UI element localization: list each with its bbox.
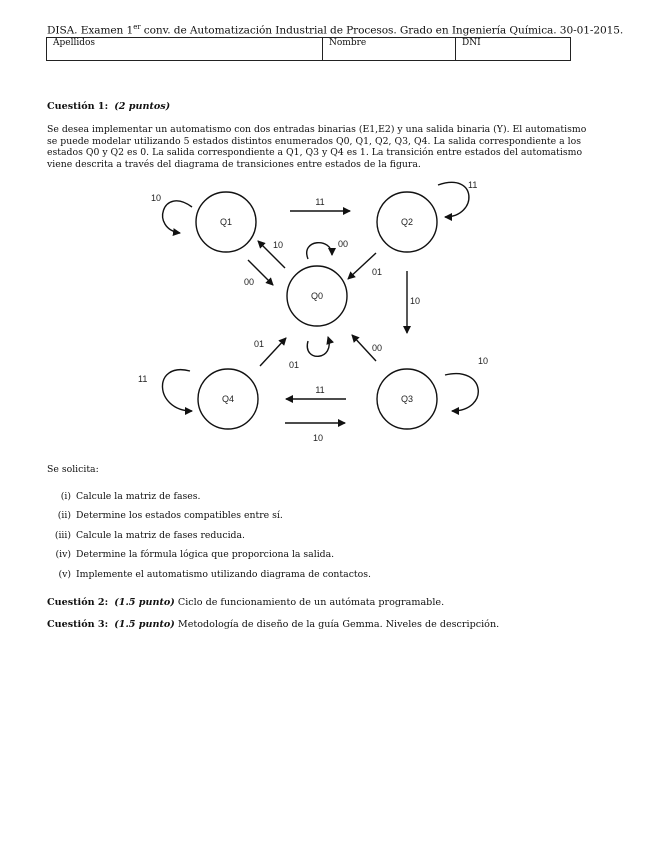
self-loop-q4 bbox=[162, 370, 192, 411]
label-q0-self-top: 00 bbox=[338, 239, 349, 249]
question2 bbox=[47, 597, 444, 608]
header-ordinal: er bbox=[133, 23, 141, 31]
question3-points: (1.5 punto) bbox=[114, 619, 175, 630]
label-q2-self: 11 bbox=[468, 180, 478, 190]
dni-field[interactable] bbox=[456, 38, 570, 60]
question3 bbox=[47, 619, 499, 630]
apellidos-field[interactable] bbox=[47, 38, 323, 60]
question1-line: estados Q0 y Q2 es 0. La salida correspondiente a Q1, Q3 y Q4 es 1. La transición entre estados del automatismo bbox=[47, 147, 583, 159]
question1-line: Se desea implementar un automatismo con dos entradas binarias (E1,E2) y una salida binaria (Y). El automatismo bbox=[47, 124, 587, 135]
label-q3-to-q0: 00 bbox=[372, 343, 383, 353]
question1-body bbox=[47, 124, 587, 170]
student-id-table bbox=[46, 37, 571, 61]
question2-points: (1.5 punto) bbox=[114, 597, 175, 608]
label-q0-self-bottom: 01 bbox=[289, 360, 300, 370]
state-transition-diagram bbox=[140, 175, 500, 450]
task-text: Implemente el automatismo utilizando diagrama de contactos. bbox=[76, 568, 371, 580]
question3-label: Cuestión 3: bbox=[47, 619, 109, 630]
question1-line: viene descrita a través del diagrama de transiciones entre estados de la figura. bbox=[47, 158, 421, 170]
self-loop-q3 bbox=[445, 374, 478, 411]
task-text: Calcule la matriz de fases reducida. bbox=[76, 529, 245, 541]
task-text: Determine la fórmula lógica que proporciona la salida. bbox=[76, 549, 335, 561]
solicita-text: Se solicita: bbox=[47, 464, 99, 475]
question1-title bbox=[47, 101, 170, 112]
nombre-label: Nombre bbox=[329, 38, 367, 48]
label-q1-self: 10 bbox=[151, 193, 162, 203]
label-q1-to-q2: 11 bbox=[315, 197, 325, 207]
label-q2-to-q0: 01 bbox=[372, 267, 383, 277]
task-text: Calcule la matriz de fases. bbox=[76, 491, 201, 502]
state-q1-label: Q1 bbox=[219, 217, 233, 227]
task-text: Determine los estados compatibles entre sí. bbox=[76, 510, 283, 522]
label-q1-to-q0: 00 bbox=[244, 277, 255, 287]
task-number: (i) bbox=[60, 491, 71, 502]
label-q4-to-q0: 01 bbox=[254, 339, 265, 349]
nombre-field[interactable] bbox=[323, 38, 456, 60]
label-q3-self: 10 bbox=[478, 356, 489, 366]
task-number: (v) bbox=[58, 568, 71, 580]
task-number: (iv) bbox=[55, 549, 71, 561]
state-q0-label: Q0 bbox=[310, 291, 324, 301]
header-text-end: conv. de Automatización Industrial de Procesos. Grado en Ingeniería Química. 30-01-2015. bbox=[140, 24, 624, 37]
label-q0-to-q1: 10 bbox=[273, 240, 284, 250]
question1-label: Cuestión 1: bbox=[47, 101, 109, 112]
label-q3-to-q4: 11 bbox=[315, 385, 325, 395]
self-loop-q2 bbox=[438, 182, 469, 217]
state-q2-label: Q2 bbox=[400, 217, 414, 227]
dni-label: DNI bbox=[462, 38, 481, 48]
label-q2-to-q3: 10 bbox=[410, 296, 421, 306]
task-number: (ii) bbox=[57, 510, 71, 522]
question1-line: se puede modelar utilizando 5 estados distintos enumerados Q0, Q1, Q2, Q3, Q4. La salida correspondiente a los bbox=[47, 135, 581, 147]
label-q4-to-q3: 10 bbox=[312, 433, 324, 443]
question1-points: (2 puntos) bbox=[114, 101, 171, 112]
question2-text: Ciclo de funcionamiento de un autómata programable. bbox=[174, 597, 445, 608]
header-text-start: DISA. Examen 1 bbox=[47, 24, 134, 37]
label-q4-self: 11 bbox=[138, 374, 148, 384]
exam-header bbox=[47, 23, 623, 37]
self-loop-q0-bottom bbox=[307, 337, 329, 356]
question3-text: Metodología de diseño de la guía Gemma. Niveles de descripción. bbox=[174, 619, 500, 630]
state-q4-label: Q4 bbox=[221, 394, 235, 404]
self-loop-q0-top bbox=[307, 243, 332, 259]
apellidos-label: Apellidos bbox=[53, 38, 96, 48]
task-number: (iii) bbox=[54, 529, 71, 541]
question2-label: Cuestión 2: bbox=[47, 597, 109, 608]
state-q3-label: Q3 bbox=[400, 394, 414, 404]
self-loop-q1 bbox=[163, 201, 192, 233]
